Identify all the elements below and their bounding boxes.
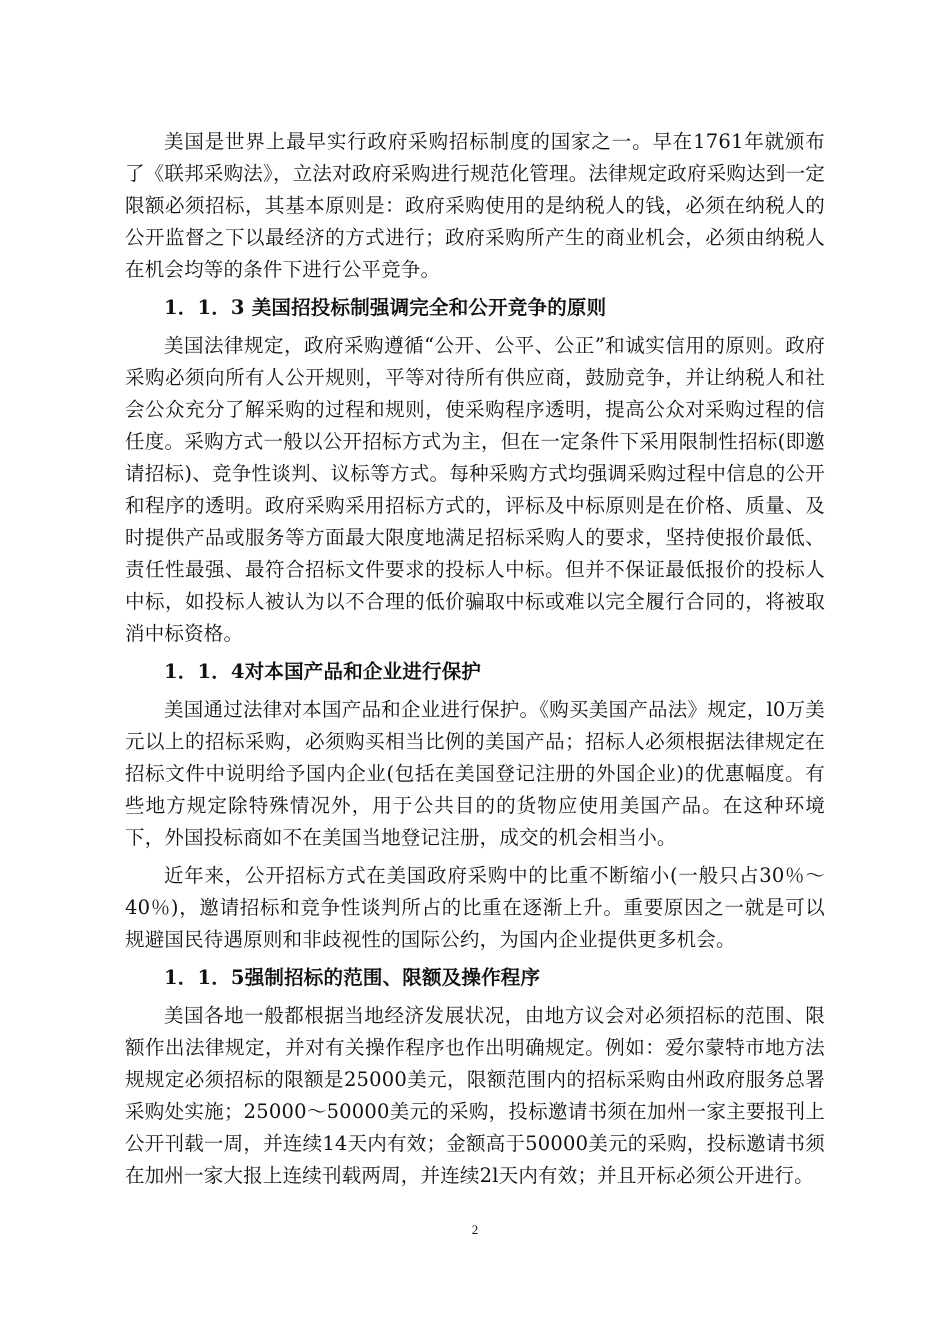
paragraph-5: 美国各地一般都根据当地经济发展状况，由地方议会对必须招标的范围、限额作出法律规定，并对有关操作程序也作出明确规定。例如：爱尔蒙特市地方法规规定必须招标的限额是25000美元，限额范围内的招标采购由州政府服务总署采购处实施；25000～50000美元的采购，投标邀请书须在加州一家主要报刊上公开刊载一周，并连续14天内有效；金额高于50000美元的采购，投标邀请书须在加州一家大报上连续刊载两周，并连续2l天内有效；并且开标必须公开进行。 bbox=[125, 1004, 825, 1187]
section-heading-1-1-5: 1．1．5强制招标的范围、限额及操作程序 bbox=[164, 966, 541, 989]
document-page bbox=[125, 126, 825, 1192]
paragraph-3: 美国通过法律对本国产品和企业进行保护。《购买美国产品法》规定，l0万美元以上的招标采购，必须购买相当比例的美国产品；招标人必须根据法律规定在招标文件中说明给予国内企业(包括在美国登记注册的外国企业)的优惠幅度。有些地方规定除特殊情况外，用于公共目的的货物应使用美国产品。在这种环境下，外国投标商如不在美国当地登记注册，成交的机会相当小。 bbox=[125, 698, 825, 849]
paragraph-2: 美国法律规定，政府采购遵循“公开、公平、公正”和诚实信用的原则。政府采购必须向所有人公开规则，平等对待所有供应商，鼓励竞争，并让纳税人和社会公众充分了解采购的过程和规则，使采购程序透明，提高公众对采购过程的信任度。采购方式一般以公开招标方式为主，但在一定条件下采用限制性招标(即邀请招标)、竞争性谈判、议标等方式。每种采购方式均强调采购过程中信息的公开和程序的透明。政府采购采用招标方式的，评标及中标原则是在价格、质量、及时提供产品或服务等方面最大限度地满足招标采购人的要求，坚持使报价最低、责任性最强、最符合招标文件要求的投标人中标。但并不保证最低报价的投标人中标，如投标人被认为以不合理的低价骗取中标或难以完全履行合同的，将被取消中标资格。 bbox=[125, 334, 825, 645]
paragraph-1: 美国是世界上最早实行政府采购招标制度的国家之一。早在1761年就颁布了《联邦采购法》，立法对政府采购进行规范化管理。法律规定政府采购达到一定限额必须招标，其基本原则是：政府采购使用的是纳税人的钱，必须在纳税人的公开监督之下以最经济的方式进行；政府采购所产生的商业机会，必须由纳税人在机会均等的条件下进行公平竞争。 bbox=[125, 130, 825, 281]
section-heading-1-1-3: 1．1．3 美国招投标制强调完全和公开竞争的原则 bbox=[164, 296, 607, 319]
paragraph-4: 近年来，公开招标方式在美国政府采购中的比重不断缩小(一般只占30％～40％)，邀请招标和竞争性谈判所占的比重在逐渐上升。重要原因之一就是可以规避国民待遇原则和非歧视性的国际公约，为国内企业提供更多机会。 bbox=[125, 864, 825, 951]
section-heading-1-1-4: 1．1．4对本国产品和企业进行保护 bbox=[164, 660, 482, 683]
page-number: 2 bbox=[471, 1222, 479, 1237]
